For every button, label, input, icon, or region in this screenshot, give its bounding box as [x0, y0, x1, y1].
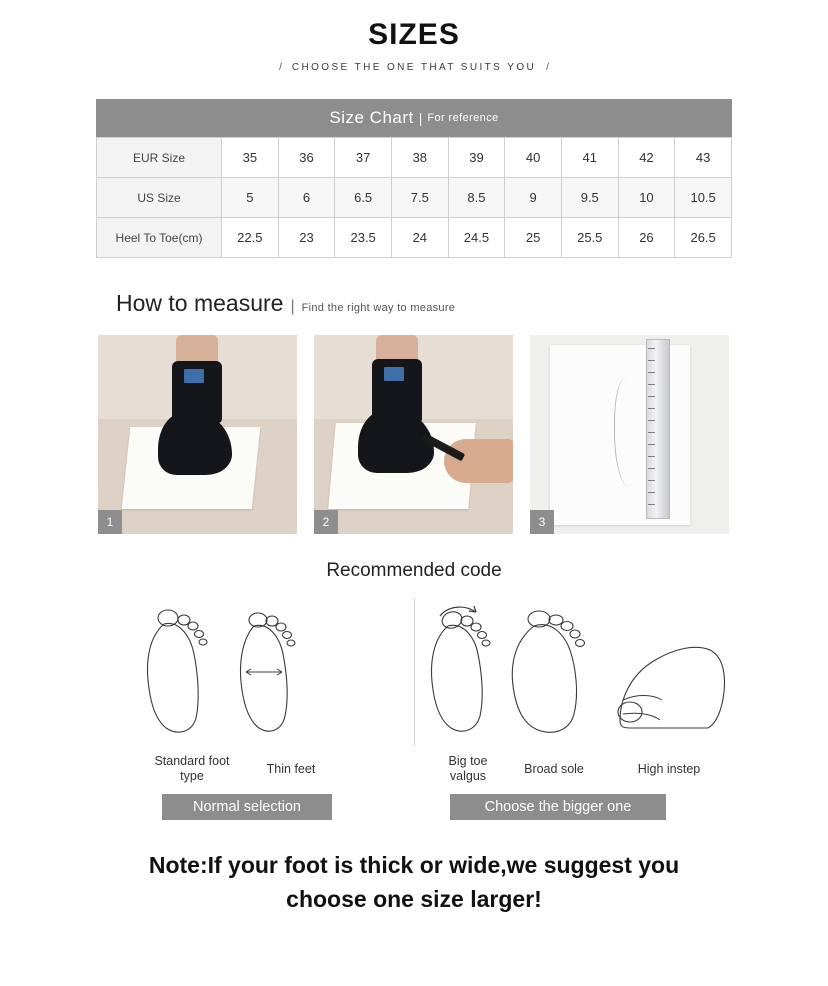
- foot-label-big-toe-valgus: Big toe valgus: [448, 754, 488, 783]
- how-to-measure-heading: [116, 290, 828, 317]
- recommended-code-title: Recommended code: [326, 560, 502, 581]
- cell-heel-7: 26: [618, 218, 675, 258]
- cell-heel-0: 22.5: [222, 218, 279, 258]
- size-chart-header: [96, 99, 732, 137]
- cell-eur-3: 38: [391, 138, 448, 178]
- choose-bigger-one-button[interactable]: Choose the bigger one: [450, 794, 666, 820]
- page-subtitle: [0, 62, 828, 73]
- row-label-eur: EUR Size: [97, 138, 222, 178]
- foot-label-broad-sole: Broad sole: [524, 762, 584, 776]
- cell-heel-3: 24: [391, 218, 448, 258]
- row-label-us: US Size: [97, 178, 222, 218]
- cell-eur-1: 36: [278, 138, 335, 178]
- cell-eur-8: 43: [675, 138, 732, 178]
- measure-step-3-badge: 3: [530, 510, 554, 534]
- measure-steps: [98, 335, 730, 534]
- cell-heel-6: 25.5: [561, 218, 618, 258]
- cell-eur-7: 42: [618, 138, 675, 178]
- subtitle-slash-left: /: [279, 62, 282, 73]
- normal-selection-button[interactable]: Normal selection: [162, 794, 332, 820]
- cell-eur-4: 39: [448, 138, 505, 178]
- subtitle-slash-right: /: [546, 62, 549, 73]
- subtitle-text: CHOOSE THE ONE THAT SUITS YOU: [291, 62, 537, 73]
- cell-heel-5: 25: [505, 218, 562, 258]
- size-chart-title: Size Chart: [329, 108, 414, 127]
- note-line-1: Note:If your foot is thick or wide,we suggest you: [148, 852, 680, 878]
- cell-us-5: 9: [505, 178, 562, 218]
- foot-label-standard: Standard foot type: [154, 754, 230, 783]
- table-row: [97, 138, 732, 178]
- cell-eur-5: 40: [505, 138, 562, 178]
- cell-heel-4: 24.5: [448, 218, 505, 258]
- cell-us-0: 5: [222, 178, 279, 218]
- row-label-heel-to-toe: Heel To Toe(cm): [97, 218, 222, 258]
- how-to-measure-title: How to measure: [116, 290, 284, 316]
- foot-types-diagram: [96, 592, 732, 822]
- size-chart-table: [96, 137, 732, 258]
- size-chart-separator: |: [418, 110, 423, 126]
- foot-label-high-instep: High instep: [637, 762, 701, 776]
- how-to-measure-separator: |: [290, 298, 295, 315]
- cell-us-6: 9.5: [561, 178, 618, 218]
- cell-us-4: 8.5: [448, 178, 505, 218]
- cell-us-7: 10: [618, 178, 675, 218]
- cell-us-8: 10.5: [675, 178, 732, 218]
- cell-heel-8: 26.5: [675, 218, 732, 258]
- cell-eur-6: 41: [561, 138, 618, 178]
- note-text: [40, 848, 788, 916]
- measure-step-3-image: [530, 335, 729, 534]
- cell-us-1: 6: [278, 178, 335, 218]
- cell-heel-1: 23: [278, 218, 335, 258]
- foot-label-thin: Thin feet: [266, 762, 316, 776]
- cell-us-3: 7.5: [391, 178, 448, 218]
- section-divider: [414, 598, 415, 746]
- page-title: SIZES: [368, 18, 460, 51]
- measure-step-1-badge: 1: [98, 510, 122, 534]
- note-line-2: choose one size larger!: [286, 886, 542, 912]
- measure-step-2-image: [314, 335, 513, 534]
- cell-heel-2: 23.5: [335, 218, 392, 258]
- measure-step-1-image: [98, 335, 297, 534]
- size-chart: [96, 99, 732, 258]
- table-row: [97, 178, 732, 218]
- measure-step-2-badge: 2: [314, 510, 338, 534]
- cell-eur-0: 35: [222, 138, 279, 178]
- size-chart-subtitle: For reference: [427, 112, 499, 124]
- cell-eur-2: 37: [335, 138, 392, 178]
- table-row: [97, 218, 732, 258]
- cell-us-2: 6.5: [335, 178, 392, 218]
- how-to-measure-subtitle: Find the right way to measure: [301, 302, 456, 314]
